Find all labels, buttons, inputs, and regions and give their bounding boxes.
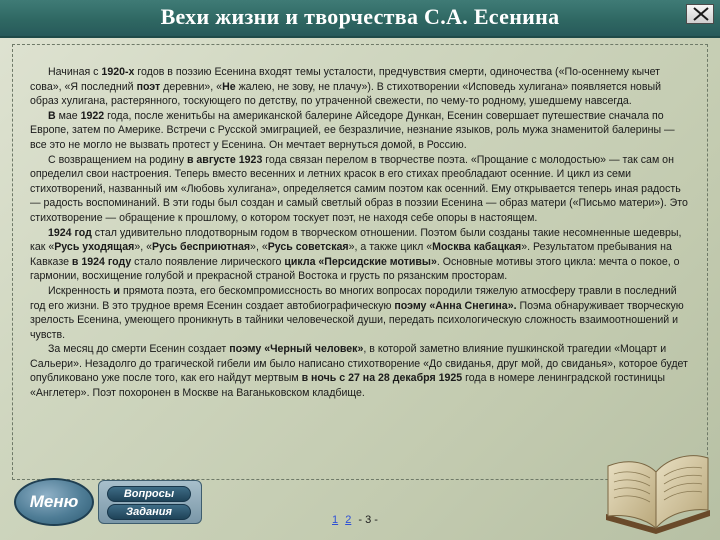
paragraph: В мае 1922 года, после женитьбы на американской балерине Айседоре Дункан, Есенин совершает путешествие сначала по Европе, затем по Америке. Встречи с Русской эмиграцией, ее безразличие, незнание языков, роль мужа знаменитой балерины — все это не могло не вызвать протест у Есенина. Он мечтает вернуться домой, в Россию. bbox=[30, 109, 675, 151]
open-book-icon bbox=[598, 444, 716, 536]
paragraph: 1924 год стал удивительно плодотворным годом в творческом отношении. Поэтом были созданы такие несомненные шедевры, как «Русь уходящая», «Русь бесприютная», «Русь советская», а также цикл «Москва кабацкая». Результатом пребывания на Кавказе в 1924 году стало появление лирического цикла «Персидские мотивы». Основные мотивы этого цикла: мечта о покое, о гармонии, восхищение голубой и прекрасной страной Востока и грусть по рязанским просторам. bbox=[30, 226, 682, 283]
close-x-icon bbox=[693, 7, 709, 21]
menu-label: Меню bbox=[29, 492, 79, 511]
paragraph: Искренность и прямота поэта, его бескомпромиссность во многих вопросах породили тяжелую атмосферу травли в последний год его жизни. В это трудное время Есенин создает автобиографическую поэму «Анна Снегина». Поэма обнаруживает творческую зрелость Есенина, умеющего проникнуть в тайники человеческой души, передать психологическую сложность взаимоотношений и чувств. bbox=[30, 284, 684, 341]
page-title: Вехи жизни и творчества С.А. Есенина bbox=[160, 4, 560, 29]
tasks-button[interactable]: Задания bbox=[107, 504, 191, 520]
current-page: - 3 - bbox=[358, 514, 378, 526]
page-link-2[interactable]: 2 bbox=[345, 514, 352, 526]
pager bbox=[332, 514, 378, 526]
questions-button[interactable]: Вопросы bbox=[107, 486, 191, 502]
paragraph: За месяц до смерти Есенин создает поэму «Черный человек», в которой заметно влияние пушкинской трагедии «Моцарт и Сальери». Незадолго до трагической гибели им было написано стихотворение «До свиданья, друг мой, до свиданья», которое будет опубликовано уже после того, как его найдут мертвым в ночь с 27 на 28 декабря 1925 года в номере ленинградской гостиницы «Англетер». Поэт похоронен в Москве на Ваганьковском кладбище. bbox=[30, 343, 688, 400]
menu-button[interactable] bbox=[14, 478, 94, 526]
article-text bbox=[30, 65, 688, 401]
paragraph: С возвращением на родину в августе 1923 года связан перелом в творчестве поэта. «Прощание с молодостью» — так сам он определил свои настроения. Теперь вместо весенних и летних красок в его стихах преобладают осенние. И цикл из семи стихотворений, названный им «Любовь хулигана», определяется самим поэтом как осенний. Ему открывается теперь иная радость — радость воспоминаний. В эти годы был создан и самый светлый образ в поэзии Есенина — образ матери («Письмо матери»). Это стихотворение — обращение к прошлому, о котором тоскует поэт, не находя себе опоры в настоящем. bbox=[30, 153, 688, 224]
title-bar bbox=[0, 0, 720, 38]
close-button[interactable] bbox=[686, 4, 714, 24]
page-link-1[interactable]: 1 bbox=[332, 514, 339, 526]
paragraph: Начиная с 1920-х годов в поэзию Есенина входят темы усталости, предчувствия смерти, одиночества («По-осеннему кычет сова», «Я последний поэт деревни», «Не жалею, не зову, не плачу»). В стихотворении «Исповедь хулигана» появляется новый образ хулигана, растерянного, тоскующего по детству, по утраченной свежести, по чему-то родному, ушедшему навсегда. bbox=[30, 66, 661, 108]
nav-panel bbox=[98, 480, 202, 524]
